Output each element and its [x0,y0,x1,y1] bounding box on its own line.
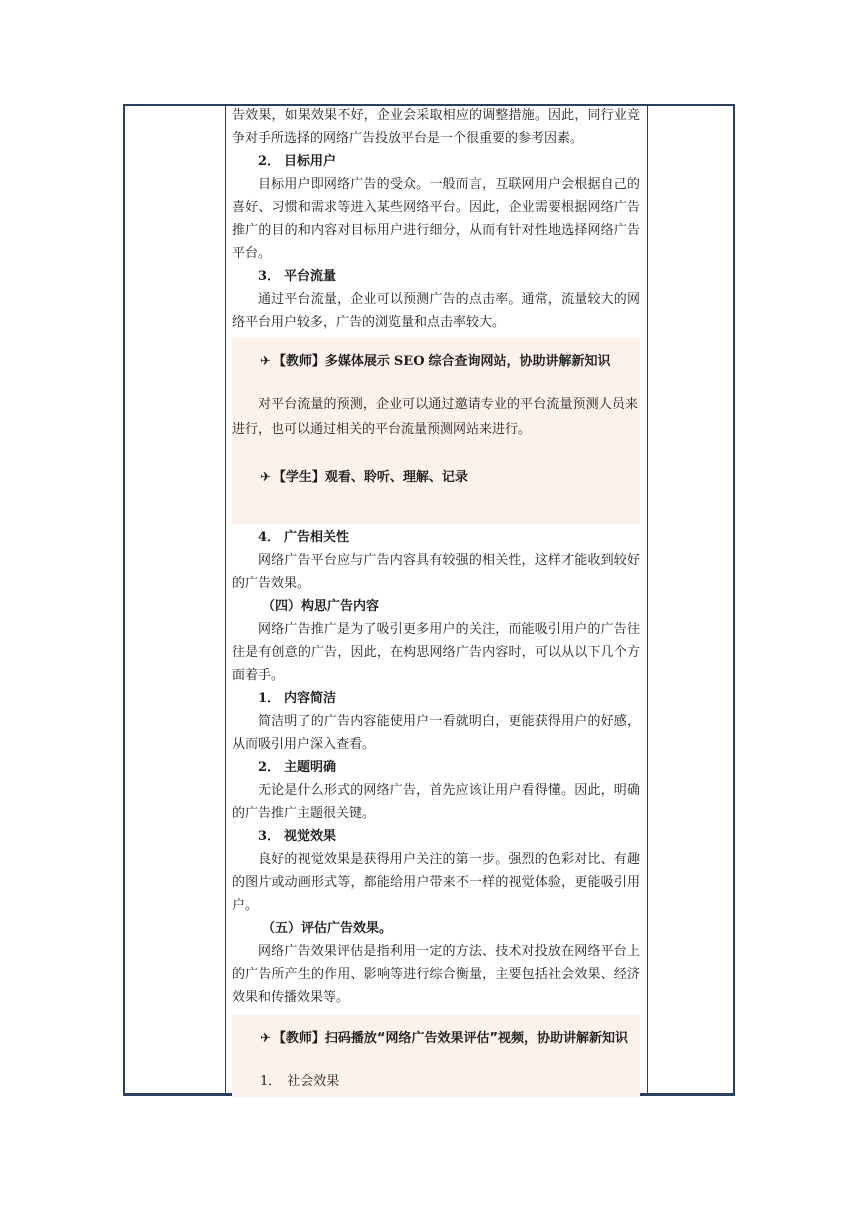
paragraph: 简洁明了的广告内容能使用户一看就明白，更能获得用户的好感，从而吸引用户深入查看。 [232,714,640,752]
airplane-icon: ✈ [260,354,271,369]
box-list-item: 1． 社会效果 [260,1074,340,1089]
heading-concise: 1． 内容简洁 [258,691,337,706]
student-activity: ✈ 【学生】观看、聆听、理解、记录 [260,470,468,485]
section-heading-5: （五）评估广告效果。 [262,921,393,936]
box-paragraph: 对平台流量的预测，企业可以通过邀请专业的平台流量预测人员来进行，也可以通过相关的平台流量预测网站来进行。 [232,397,638,437]
paragraph: 网络广告效果评估是指利用一定的方法、技术对投放在网络平台上的广告所产生的作用、影响等进行综合衡量，主要包括社会效果、经济效果和传播效果等。 [232,944,640,1005]
paragraph: 网络广告平台应与广告内容具有较强的相关性，这样才能收到较好的广告效果。 [232,553,640,591]
heading-clear-theme: 2． 主题明确 [258,760,337,775]
paragraph: 告效果，如果效果不好，企业会采取相应的调整措施。因此，同行业竞争对手所选择的网络广告投放平台是一个很重要的参考因素。 [232,108,640,146]
activity-box [232,1015,640,1097]
airplane-icon: ✈ [260,470,271,485]
paragraph: 良好的视觉效果是获得用户关注的第一步。强烈的色彩对比、有趣的图片或动画形式等，都能给用户带来不一样的视觉体验，更能吸引用户。 [232,852,640,913]
heading-relevance: 4． 广告相关性 [258,530,350,545]
teacher-activity: ✈ 【教师】多媒体展示 SEO 综合查询网站，协助讲解新知识 [260,354,611,369]
airplane-icon: ✈ [260,1031,271,1046]
activity-box [232,338,640,524]
paragraph: 无论是什么形式的网络广告，首先应该让用户看得懂。因此，明确的广告推广主题很关键。 [232,783,640,821]
content-column [232,104,640,1097]
heading-visual: 3． 视觉效果 [258,829,337,844]
heading-target-users: 2． 目标用户 [258,154,337,169]
heading-platform-traffic: 3． 平台流量 [258,269,337,284]
teacher-activity: ✈ 【教师】扫码播放“网络广告效果评估”视频，协助讲解新知识 [260,1031,628,1046]
table-divider-1 [225,106,226,1093]
table-divider-2 [647,106,648,1093]
paragraph: 网络广告推广是为了吸引更多用户的关注，而能吸引用户的广告往往是有创意的广告，因此，在构思网络广告内容时，可以从以下几个方面着手。 [232,622,640,683]
paragraph: 通过平台流量，企业可以预测广告的点击率。通常，流量较大的网络平台用户较多，广告的浏览量和点击率较大。 [232,292,640,330]
section-heading-4: （四）构思广告内容 [262,599,380,614]
paragraph: 目标用户即网络广告的受众。一般而言，互联网用户会根据自己的喜好、习惯和需求等进入某些网络平台。因此，企业需要根据网络广告推广的目的和内容对目标用户进行细分，从而有针对性地选择网络广告平台。 [232,177,640,261]
